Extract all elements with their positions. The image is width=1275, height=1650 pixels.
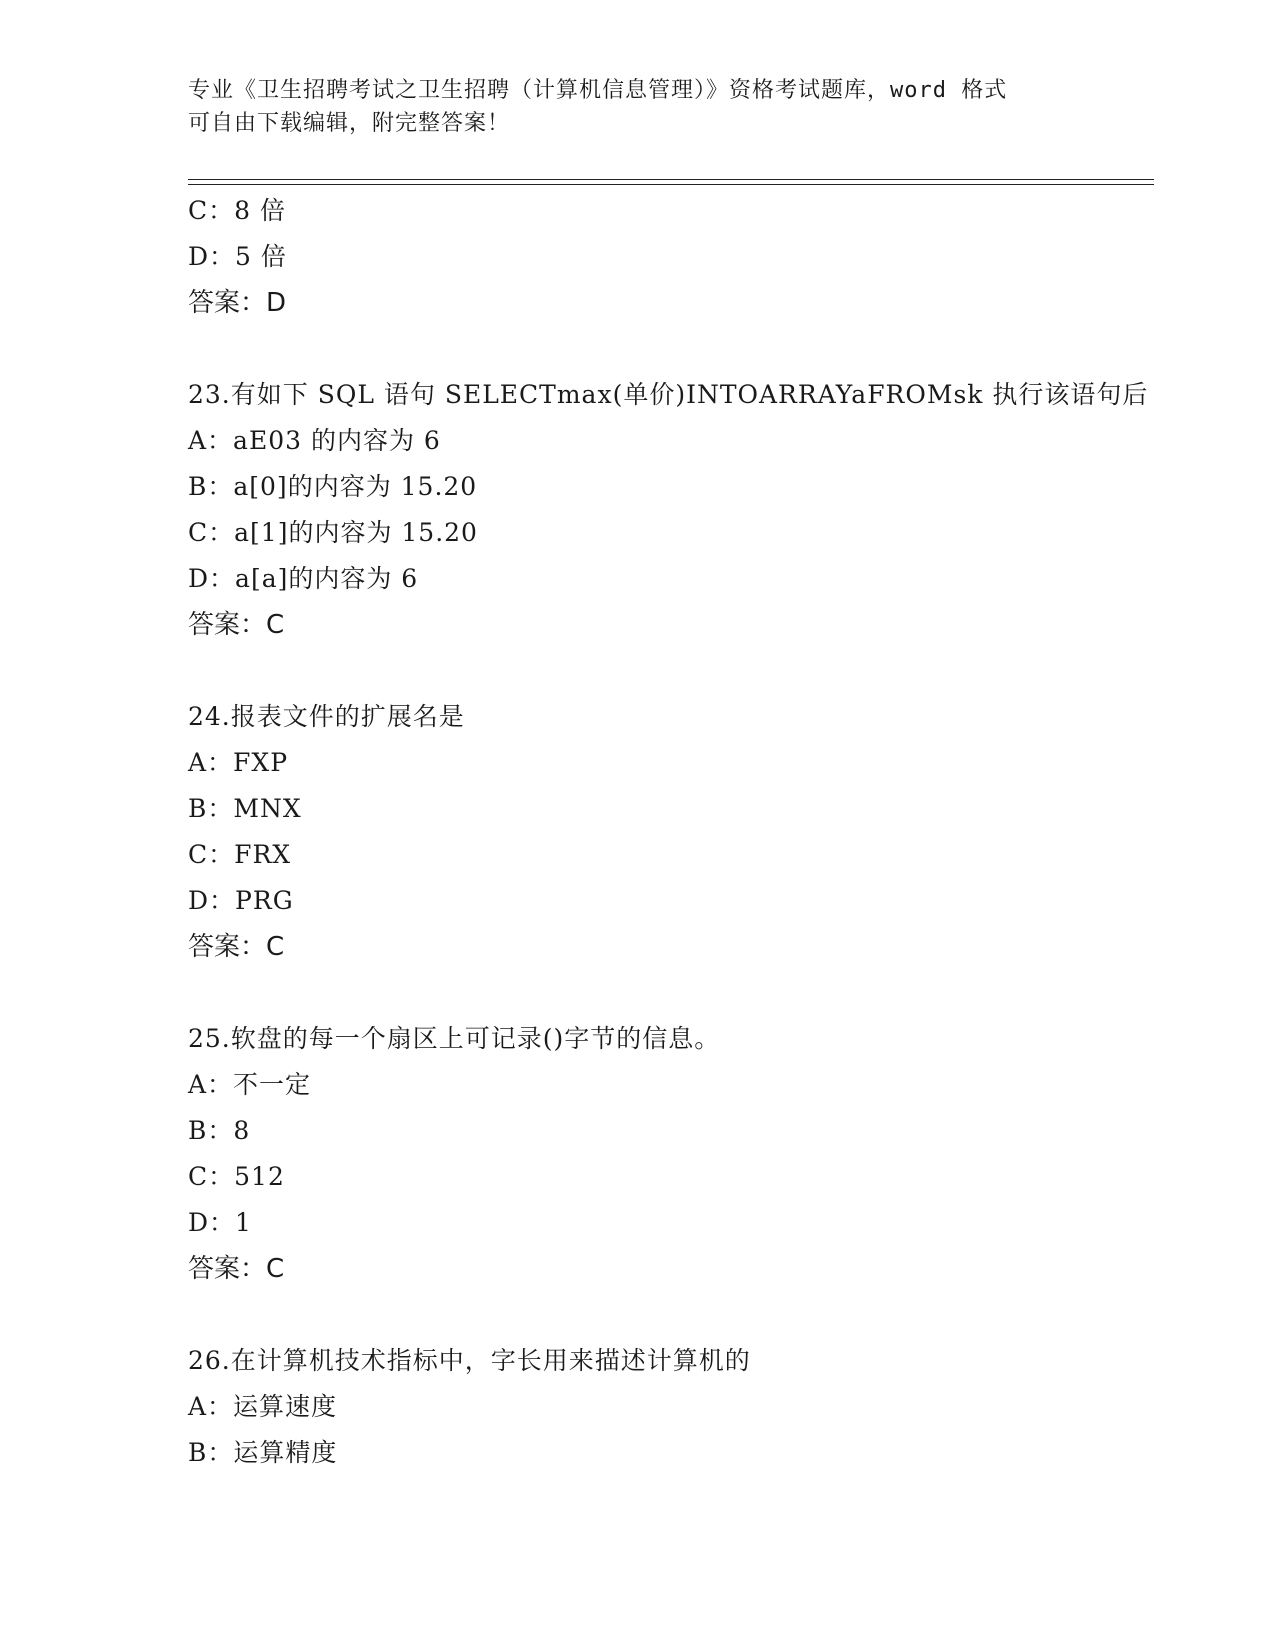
answer-line: 答案：D bbox=[188, 288, 287, 318]
answer-line: 答案：C bbox=[188, 932, 285, 962]
question-list bbox=[188, 188, 1158, 1476]
option-c: C：512 bbox=[188, 1162, 285, 1191]
option-d: D：a[a]的内容为 6 bbox=[188, 564, 419, 593]
option-a: A：运算速度 bbox=[188, 1392, 338, 1421]
question-stem: 23.有如下 SQL 语句 SELECTmax(单价)INTOARRAYaFROMsk 执行该语句后 bbox=[188, 380, 1149, 409]
option-b: B：8 bbox=[188, 1116, 251, 1145]
option-d: D：1 bbox=[188, 1208, 252, 1237]
spacer bbox=[188, 970, 1158, 1016]
option-a: A：不一定 bbox=[188, 1070, 312, 1099]
option-d: D：PRG bbox=[188, 886, 294, 915]
option-b: B：MNX bbox=[188, 794, 302, 823]
option-a: A：FXP bbox=[188, 748, 289, 777]
option-c: C：8 倍 bbox=[188, 196, 286, 225]
option-b: B：a[0]的内容为 15.20 bbox=[188, 472, 478, 501]
spacer bbox=[188, 326, 1158, 372]
question-stem: 24.报表文件的扩展名是 bbox=[188, 702, 465, 731]
option-b: B：运算精度 bbox=[188, 1438, 338, 1467]
option-c: C：a[1]的内容为 15.20 bbox=[188, 518, 478, 547]
question-stem: 26.在计算机技术指标中，字长用来描述计算机的 bbox=[188, 1346, 751, 1375]
header-rule-top bbox=[188, 179, 1154, 180]
document-header bbox=[188, 74, 1088, 140]
question-stem: 25.软盘的每一个扇区上可记录()字节的信息。 bbox=[188, 1024, 721, 1053]
option-c: C：FRX bbox=[188, 840, 292, 869]
header-rule-bottom bbox=[188, 184, 1154, 185]
header-line-1: 专业《卫生招聘考试之卫生招聘（计算机信息管理）》资格考试题库，word 格式 bbox=[188, 78, 1008, 103]
spacer bbox=[188, 1292, 1158, 1338]
answer-line: 答案：C bbox=[188, 1254, 285, 1284]
option-a: A：aE03 的内容为 6 bbox=[188, 426, 441, 455]
spacer bbox=[188, 648, 1158, 694]
answer-line: 答案：C bbox=[188, 610, 285, 640]
option-d: D：5 倍 bbox=[188, 242, 287, 271]
header-line-2: 可自由下载编辑，附完整答案！ bbox=[188, 111, 511, 136]
